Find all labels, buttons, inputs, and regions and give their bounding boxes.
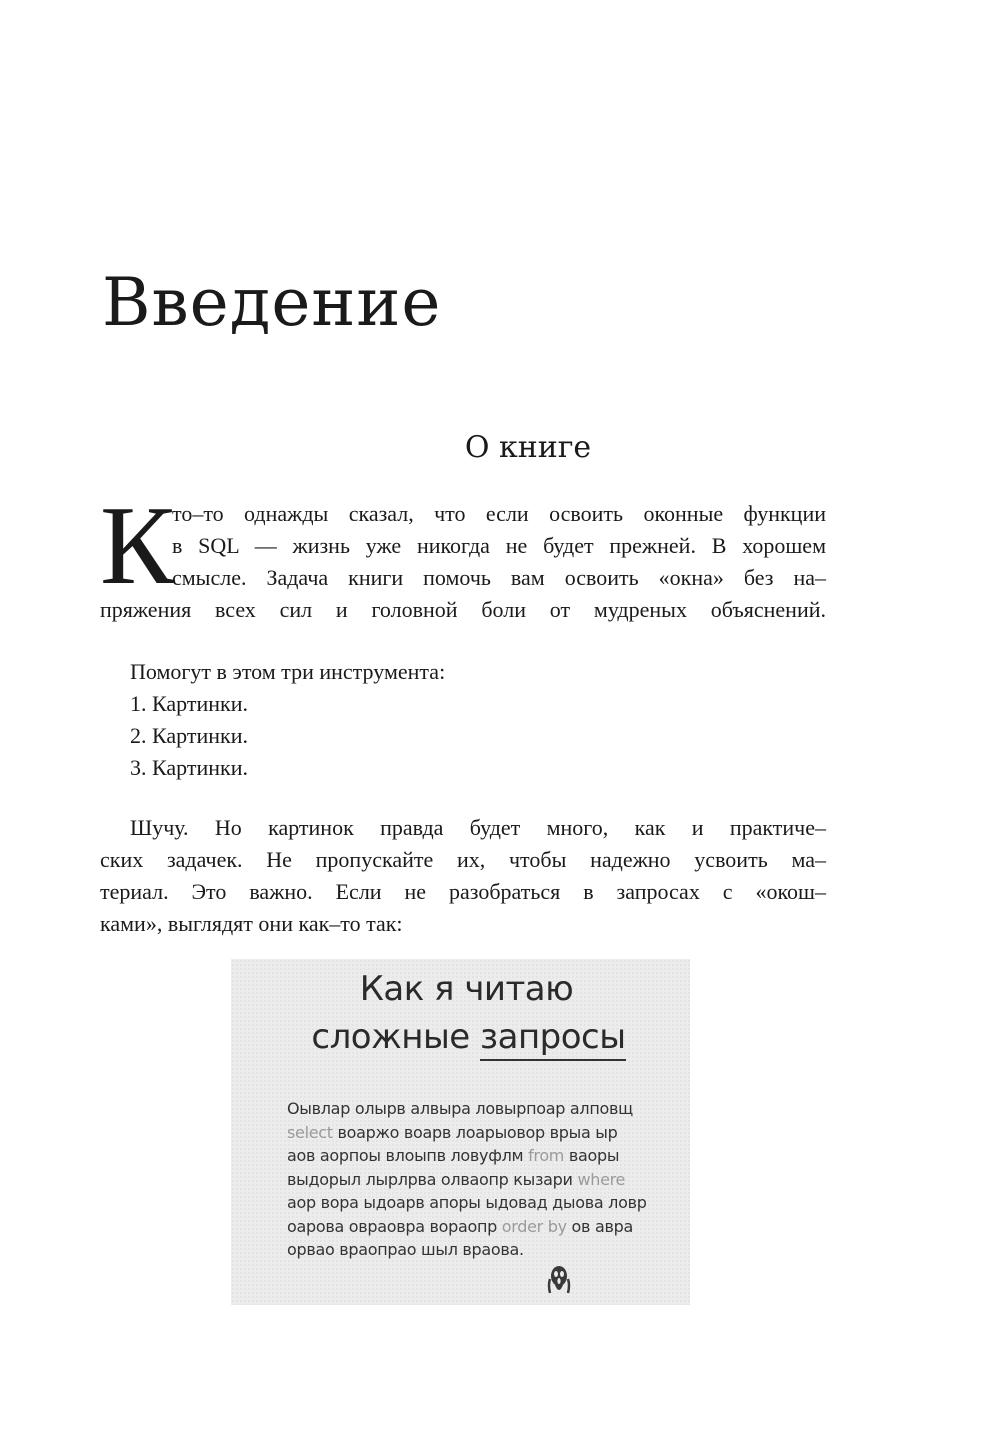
list-intro: Помогут в этом три инструмента: [130,659,446,684]
illustration-how-i-read-queries [231,959,690,1305]
paragraph-line: ских задачек. Не пропускайте их, чтобы надежно усвоить ма– [100,847,826,872]
paragraph-line: ками», выглядят они как–то так: [100,911,403,936]
chapter-title: Введение [102,264,442,341]
intro-line: пряжения всех сил и головной боли от мудреных объяснений. [100,597,826,622]
paragraph-line: Шучу. Но картинок правда будет много, как и практиче– [130,815,826,840]
tools-list [130,688,248,784]
figure-title-underlined: запросы [480,1017,626,1061]
keyword-select: select [287,1122,333,1142]
section-title: О книге [464,430,592,465]
query-line [287,1144,667,1168]
scream-face-icon [547,1265,571,1295]
list-item: 3. Картинки. [130,755,248,780]
list-item: 2. Картинки. [130,723,248,748]
query-text: ваоры [564,1146,620,1165]
query-line: Оывлар олырв алвыра ловырпоар алповщ [287,1099,633,1118]
query-text: оарова овраовра вораопр [287,1216,502,1236]
drop-cap: К [100,484,175,608]
query-line [287,1121,667,1145]
figure-title-line2 [239,1017,698,1057]
gibberish-query-text [287,1097,667,1262]
query-text: аов аорпоы влоыпв ловуфлм [287,1146,529,1165]
query-text: выдорыл лырлрва олваопр кызари [287,1169,578,1189]
query-line: орвао враопрао шыл враова. [287,1240,524,1259]
query-line [287,1215,667,1239]
paragraph-line: териал. Это важно. Если не разобраться в запросах с «окош– [100,879,826,904]
query-line: аор вора ыдоарв апоры ыдовад дыова ловр [287,1193,647,1212]
query-text: воаржо воарв лоарыовор врыа ыр [332,1122,618,1142]
intro-line: в SQL — жизнь уже никогда не будет прежней. В хорошем [172,533,826,558]
keyword-from: from [528,1146,565,1165]
figure-title-line1: Как я читаю [359,969,574,1009]
intro-line: то–то однажды сказал, что если освоить оконные функции [172,501,826,526]
list-item: 1. Картинки. [130,691,248,716]
keyword-where: where [577,1169,626,1189]
query-text: ов авра [566,1216,633,1236]
figure-title-plain: сложные [311,1017,481,1057]
intro-line: смысле. Задача книги помочь вам освоить «окна» без на– [172,565,826,590]
keyword-order-by: order by [501,1216,567,1236]
query-line [287,1168,667,1192]
joke-paragraph [100,812,826,940]
